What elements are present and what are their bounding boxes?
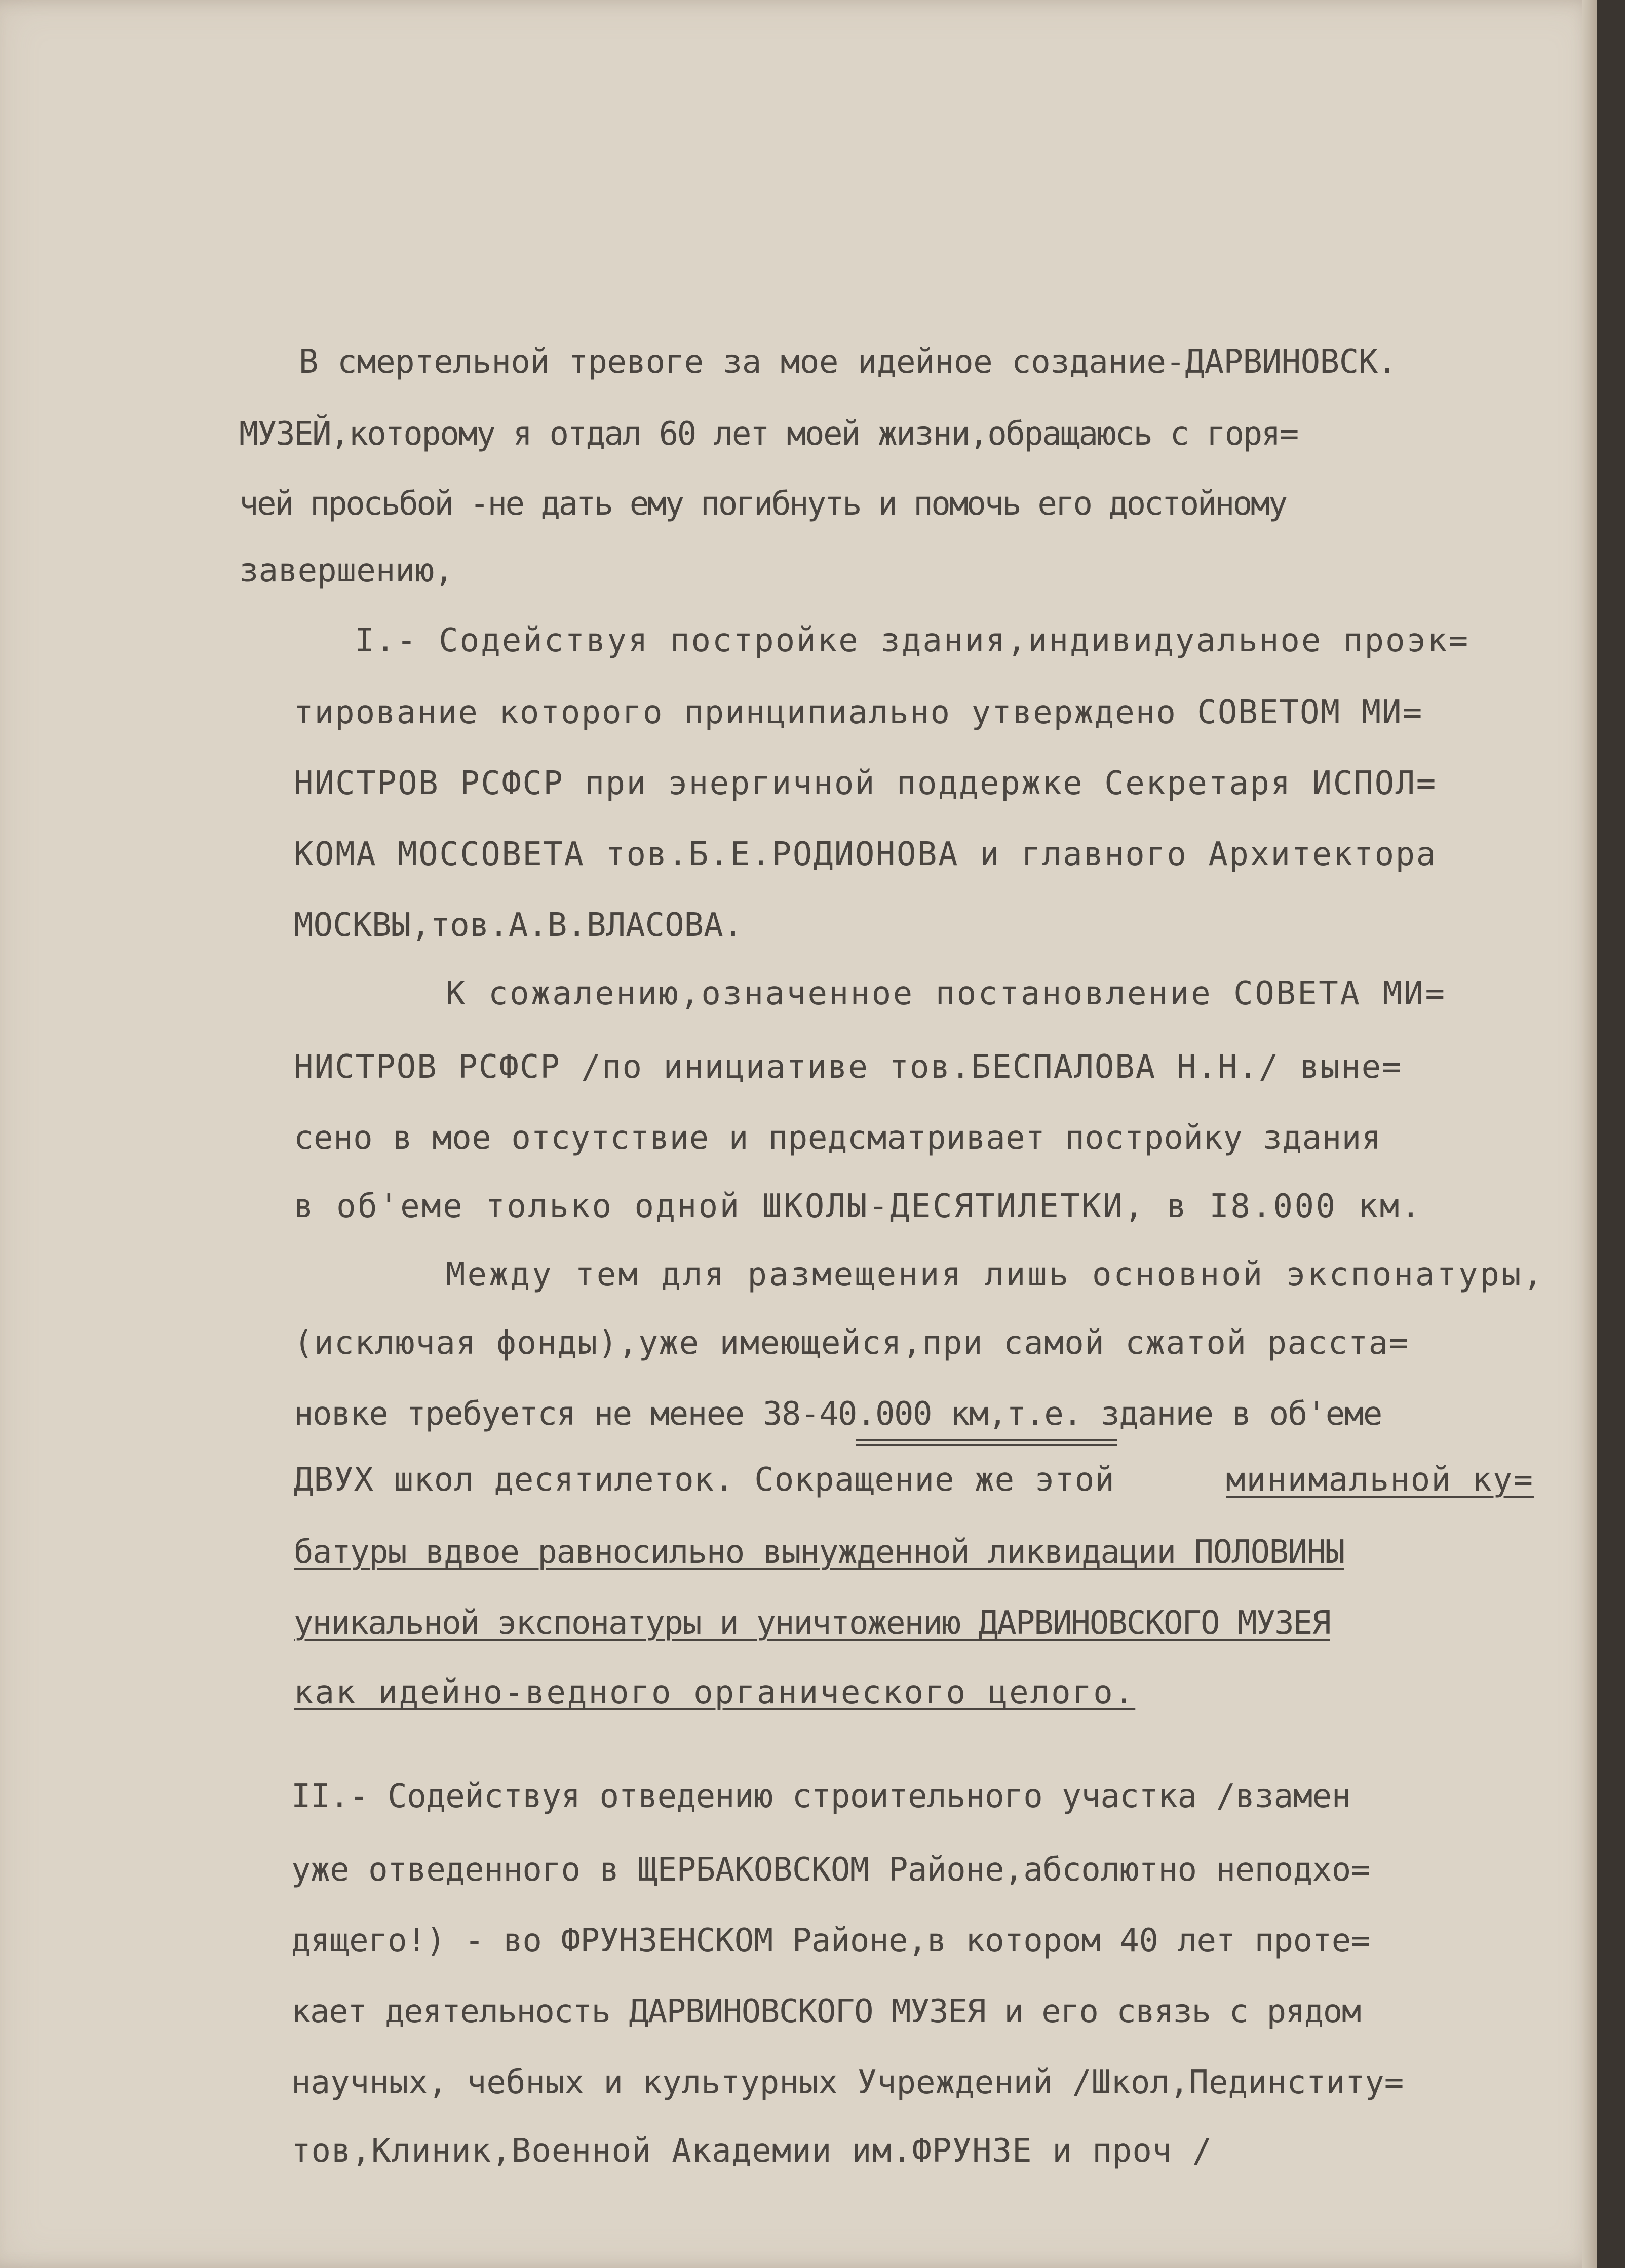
text-line-12: сено в мое отсутствие и предсматривает постройку здания	[294, 1119, 1381, 1157]
text-line-24: кает деятельность ДАРВИНОВСКОГО МУЗЕЯ и его связь с рядом	[291, 1993, 1361, 2030]
text-line-10: К сожалению,означенное постановление СОВЕТА МИ=	[446, 975, 1447, 1012]
text-line-19: уникальной экспонатуры и уничтожению ДАРВИНОВСКОГО МУЗЕЯ	[294, 1605, 1330, 1642]
text-line-4: завершению,	[239, 552, 454, 590]
text-line-18: батуры вдвое равносильно вынужденной ликвидации ПОЛОВИНЫ	[294, 1534, 1344, 1571]
text-line-13: в об'еме только одной ШКОЛЫ-ДЕСЯТИЛЕТКИ, в I8.000 км.	[294, 1188, 1422, 1225]
double-underline-mark	[856, 1439, 1117, 1446]
text-line-8: КОМА МОССОВЕТА тов.Б.Е.РОДИОНОВА и главного Архитектора	[294, 836, 1437, 873]
text-line-2: МУЗЕЙ,которому я отдал 60 лет моей жизни,обращаюсь с горя=	[239, 415, 1298, 453]
text-line-21: II.- Содействуя отведению строительного участка /взамен	[291, 1778, 1351, 1815]
text-line-5: I.- Содействуя постройке здания,индивидуальное проэк=	[355, 622, 1470, 659]
text-line-16: новке требуется не менее 38-40.000 км,т.е. здание в об'еме	[294, 1395, 1382, 1433]
text-line-26: тов,Клиник,Военной Академии им.ФРУНЗЕ и проч /	[291, 2132, 1213, 2170]
text-line-11: НИСТРОВ РСФСР /по инициативе тов.БЕСПАЛОВА Н.Н./ выне=	[294, 1048, 1403, 1086]
text-line-15: (исключая фонды),уже имеющейся,при самой сжатой расста=	[294, 1324, 1409, 1362]
text-line-6: тирование которого принципиально утверждено СОВЕТОМ МИ=	[294, 694, 1423, 731]
text-line-14: Между тем для размещения лишь основной экспонатуры,	[446, 1256, 1545, 1294]
text-line-1: В смертельной тревоге за мое идейное создание-ДАРВИНОВСК.	[299, 343, 1397, 381]
text-line-9: МОСКВЫ,тов.А.В.ВЛАСОВА.	[294, 907, 743, 944]
text-line-25: научных, чебных и культурных Учреждений /Школ,Пединститу=	[291, 2064, 1404, 2101]
text-line-20: как идейно-ведного органического целого.	[294, 1674, 1136, 1711]
text-line-23: дящего!) - во ФРУНЗЕНСКОМ Районе,в котором 40 лет проте=	[291, 1922, 1370, 1960]
text-line-17-underlined: минимальной ку=	[1226, 1461, 1534, 1499]
text-line-7: НИСТРОВ РСФСР при энергичной поддержке Секретаря ИСПОЛ=	[294, 765, 1437, 802]
text-line-17: ДВУХ школ десятилеток. Сокращение же этой	[294, 1461, 1115, 1499]
text-line-3: чей просьбой -не дать ему погибнуть и помочь его достойному	[239, 485, 1286, 523]
text-line-22: уже отведенного в ЩЕРБАКОВСКОМ Районе,абсолютно неподхо=	[291, 1851, 1370, 1889]
